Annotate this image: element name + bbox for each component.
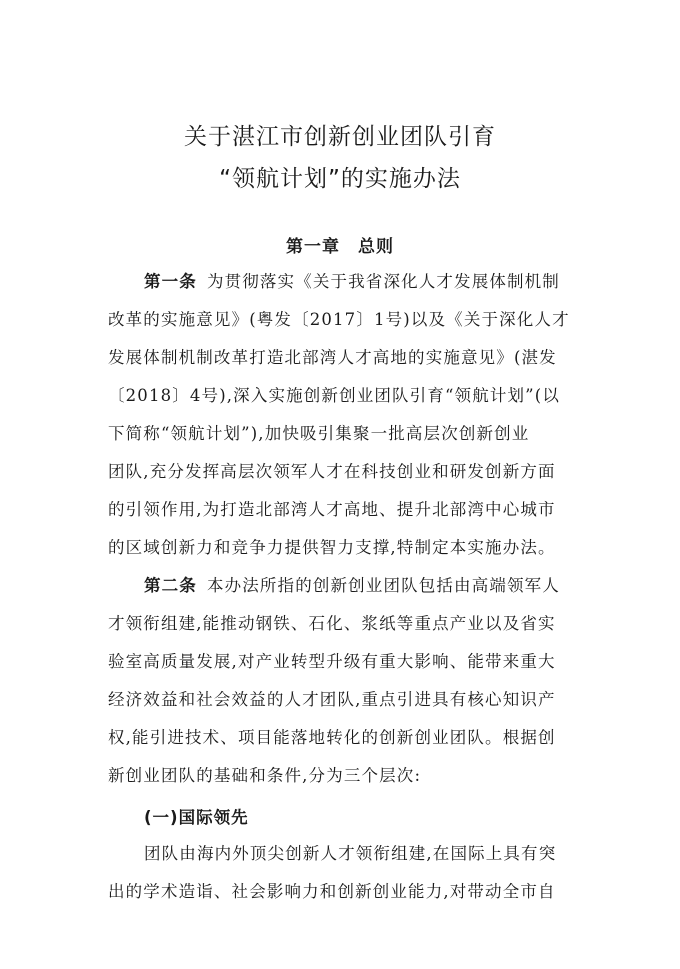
- chapter-name: 总则: [358, 237, 394, 257]
- article-2-line: 第二条 本办法所指的创新创业团队包括由高端领军人: [144, 576, 560, 595]
- article-1-line: 下简称“领航计划”),加快吸引集聚一批高层次创新创业: [108, 424, 530, 443]
- article-1-line: 改革的实施意见》(粤发〔2017〕1号)以及《关于深化人才: [108, 310, 570, 329]
- article-1-line: 发展体制机制改革打造北部湾人才高地的实施意见》(湛发: [108, 348, 557, 367]
- chapter-heading: [0, 232, 680, 257]
- article-1-label: 第一条: [144, 272, 197, 291]
- article-2-line: 新创业团队的基础和条件,分为三个层次:: [108, 766, 422, 785]
- article-1-line: 的引领作用,为打造北部湾人才高地、提升北部湾中心城市: [108, 500, 556, 519]
- article-1-line: 团队,充分发挥高层次领军人才在科技创业和研发创新方面: [108, 462, 556, 481]
- article-1-line: 的区域创新力和竞争力提供智力支撑,特制定本实施办法。: [108, 538, 556, 557]
- document-title-line-2: “领航计划”的实施办法: [219, 166, 461, 192]
- document-title-line-1: 关于湛江市创新创业团队引育: [184, 124, 496, 150]
- article-2-line: 经济效益和社会效益的人才团队,重点引进具有核心知识产: [108, 690, 556, 709]
- article-2-line: 验室高质量发展,对产业转型升级有重大影响、能带来重大: [108, 652, 556, 671]
- section-1-line: 出的学术造诣、社会影响力和创新创业能力,对带动全市自: [108, 882, 556, 901]
- article-1-line: 第一条 为贯彻落实《关于我省深化人才发展体制机制: [144, 272, 560, 291]
- section-1-heading: (一)国际领先: [144, 808, 249, 827]
- article-2-line: 权,能引进技术、项目能落地转化的创新创业团队。根据创: [108, 728, 556, 747]
- article-2-label: 第二条: [144, 576, 197, 595]
- article-2-line: 才领衔组建,能推动钢铁、石化、浆纸等重点产业以及省实: [108, 614, 556, 633]
- article-1-line: 〔2018〕4号),深入实施创新创业团队引育“领航计划”(以: [108, 386, 560, 405]
- section-1-line: 团队由海内外顶尖创新人才领衔组建,在国际上具有突: [144, 844, 557, 863]
- chapter-number: 第一章: [286, 237, 340, 257]
